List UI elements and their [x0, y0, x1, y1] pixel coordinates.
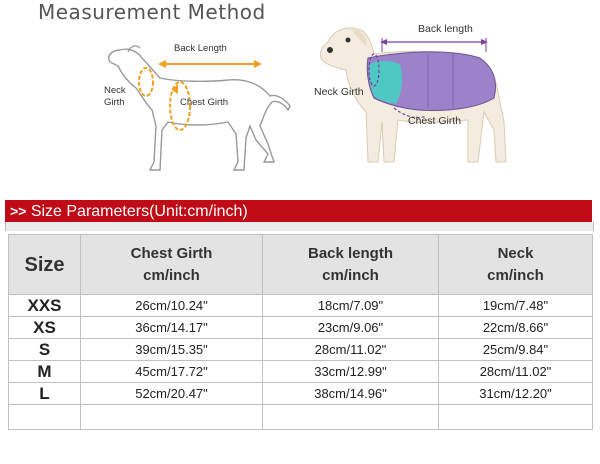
size-table: [8, 234, 593, 430]
measurement-section: [0, 0, 600, 196]
empty-cell: [81, 405, 263, 430]
empty-cell: [9, 405, 81, 430]
dog-outline-icon: [109, 49, 290, 170]
chest-cell: 45cm/17.72": [81, 361, 263, 383]
table-row: [9, 339, 593, 361]
table-row: [9, 295, 593, 317]
size-cell: XXS: [9, 295, 81, 317]
left-chest-girth-label: Chest Girth: [180, 97, 229, 108]
header-chest: [81, 235, 263, 295]
left-girth-label: Girth: [104, 97, 125, 108]
left-neck-label: Neck: [104, 85, 126, 96]
banner-strip: [5, 222, 594, 231]
table-row: [9, 317, 593, 339]
back-cell: 28cm/11.02": [263, 339, 439, 361]
back-cell: 23cm/9.06": [263, 317, 439, 339]
banner-title: Size Parameters(Unit:cm/inch): [30, 203, 248, 220]
chest-cell: 39cm/15.35": [81, 339, 263, 361]
right-neck-girth-label: Neck Girth: [314, 86, 364, 98]
header-neck-unit: cm/inch: [487, 266, 544, 284]
header-size: Size: [9, 235, 81, 295]
left-back-length-label: Back Length: [174, 43, 227, 54]
header-chest-unit: cm/inch: [143, 266, 200, 284]
empty-cell: [263, 405, 439, 430]
size-cell: L: [9, 383, 81, 405]
header-chest-title: Chest Girth: [130, 244, 213, 262]
size-cell: M: [9, 361, 81, 383]
header-neck-title: Neck: [497, 244, 534, 262]
size-cell: XS: [9, 317, 81, 339]
back-cell: 33cm/12.99": [263, 361, 439, 383]
right-chest-girth-label: Chest Girth: [408, 115, 462, 127]
neck-cell: 28cm/11.02": [439, 361, 593, 383]
table-row: [9, 383, 593, 405]
size-parameters-banner: [5, 200, 592, 222]
chest-cell: 52cm/20.47": [81, 383, 263, 405]
empty-cell: [439, 405, 593, 430]
measurement-heading: Measurement Method: [38, 0, 266, 24]
header-back: [263, 235, 439, 295]
header-neck: [439, 235, 593, 295]
back-cell: 18cm/7.09": [263, 295, 439, 317]
neck-cell: 22cm/8.66": [439, 317, 593, 339]
table-row-empty: [9, 405, 593, 430]
header-back-unit: cm/inch: [322, 266, 379, 284]
neck-cell: 25cm/9.84": [439, 339, 593, 361]
table-row: [9, 361, 593, 383]
dog-coat-illustration: [308, 12, 528, 192]
header-back-title: Back length: [307, 244, 394, 262]
back-cell: 38cm/14.96": [263, 383, 439, 405]
table-header-row: [9, 235, 593, 295]
chest-cell: 26cm/10.24": [81, 295, 263, 317]
size-cell: S: [9, 339, 81, 361]
neck-cell: 19cm/7.48": [439, 295, 593, 317]
dog-outline-diagram: [98, 30, 298, 190]
chevrons-icon: >>: [10, 203, 27, 219]
neck-cell: 31cm/12.20": [439, 383, 593, 405]
chest-cell: 36cm/14.17": [81, 317, 263, 339]
right-back-length-label: Back length: [418, 23, 473, 35]
